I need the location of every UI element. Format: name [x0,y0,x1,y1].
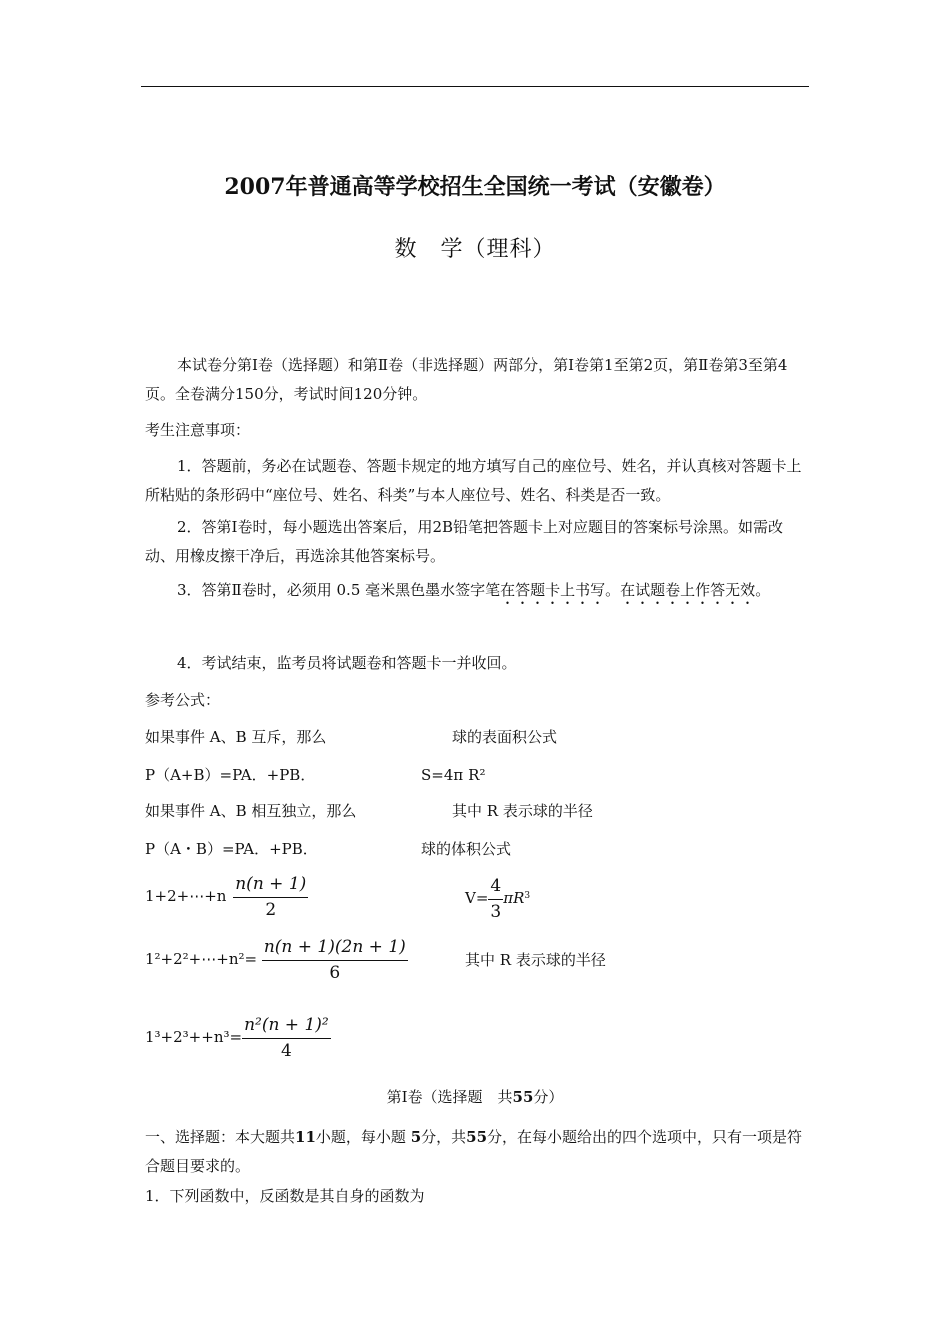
volume-fraction [488,875,503,924]
formula-left-2: P（A+B）=PA．+PB． [145,766,316,784]
formula-right-3: 其中 R 表示球的半径 [452,802,593,820]
notice-item-2: 2．答第Ⅰ卷时，每小题选出答案后，用2B铅笔把答题卡上对应题目的答案标号涂黑。如需改动、用橡皮擦干净后，再选涂其他答案标号。 [145,518,784,565]
instr-count: 11 [295,1128,316,1146]
instr-total: 55 [466,1128,488,1146]
question-1: 1．下列函数中，反函数是其自身的函数为 [145,1187,425,1205]
instr-points: 5 [410,1128,422,1146]
formula-left-1: 如果事件 A、B 互斥，那么 [145,728,327,746]
formula-right-4: 球的体积公式 [421,840,512,858]
sum-2-prefix: 1²+2²+⋯+n²= [145,950,258,968]
formula-left-3: 如果事件 A、B 相互独立，那么 [145,802,357,820]
sum-1-fraction [233,873,308,922]
formulas-heading: 参考公式： [145,691,221,709]
formula-right-1: 球的表面积公式 [452,728,558,746]
sum-3-fraction [242,1014,331,1063]
notice-punct: 。 [605,581,621,599]
notice-emphasis-invalid: 在试题卷上作答无效 [620,581,756,599]
formula-volume [465,871,530,924]
sum-3-denominator: 4 [280,1040,292,1061]
formula-sum-1 [145,871,308,922]
section-heading-score: 55 [512,1088,534,1106]
notice-item-3 [145,576,809,608]
notice-item-1: 1．答题前，务必在试题卷、答题卡规定的地方填写自己的座位号、姓名，并认真核对答题卡上所粘贴的条形码中“座位号、姓名、科类”与本人座位号、姓名、科类是否一致。 [145,457,802,504]
sum-2-denominator: 6 [329,962,341,983]
exam-title: 2007年普通高等学校招生全国统一考试（安徽卷） [224,174,726,200]
sum-3-prefix: 1³+2³++n³= [145,1028,243,1046]
volume-suffix: πR [503,889,525,907]
formula-right-6: 其中 R 表示球的半径 [465,951,606,969]
formula-sum-3 [145,1012,331,1063]
instr-text-g: 分，在每小题给出的四个选项中，只有一项是符合题目要求的。 [145,1128,803,1175]
formula-left-4: P（A・B）=PA．+PB． [145,840,318,858]
instr-text-a: 一、选择题：本大题共 [145,1128,296,1146]
sum-1-denominator: 2 [265,899,277,920]
sum-2-fraction [262,936,408,985]
section-heading [0,1086,950,1108]
volume-denominator: 3 [490,901,502,922]
notice-heading: 考生注意事项： [145,421,251,439]
volume-numerator: 4 [488,875,503,900]
formula-right-2: S=4п R² [421,766,486,784]
formula-sum-2 [145,934,408,985]
header-rule [141,86,809,87]
notice-item-3-text: 3．答第Ⅱ卷时，必须用 0.5 毫米黑色墨水签字笔 [177,581,501,599]
instr-text-e: 分，共 [421,1128,467,1146]
volume-exponent: 3 [524,891,531,901]
section-heading-text: 第Ⅰ卷（选择题 共 [386,1088,513,1106]
notice-emphasis-write: 在答题卡上书写 [500,581,606,599]
exam-subtitle: 数 学（理科） [394,237,556,262]
instr-text-c: 小题，每小题 [315,1128,406,1146]
section-heading-unit: 分） [533,1088,564,1106]
volume-prefix: V= [465,889,489,907]
sum-1-prefix: 1+2+⋯+n [145,887,227,905]
section-instructions [145,1123,809,1181]
notice-punct-end: 。 [755,581,771,599]
intro-paragraph: 本试卷分第Ⅰ卷（选择题）和第Ⅱ卷（非选择题）两部分，第Ⅰ卷第1至第2页，第Ⅱ卷第3至第4页。全卷满分150分，考试时间120分钟。 [145,356,788,403]
sum-2-numerator: n(n + 1)(2n + 1) [262,936,408,961]
notice-item-4: 4．考试结束，监考员将试题卷和答题卡一并收回。 [177,654,517,672]
sum-1-numerator: n(n + 1) [233,873,308,898]
sum-3-numerator: n²(n + 1)² [242,1014,331,1039]
